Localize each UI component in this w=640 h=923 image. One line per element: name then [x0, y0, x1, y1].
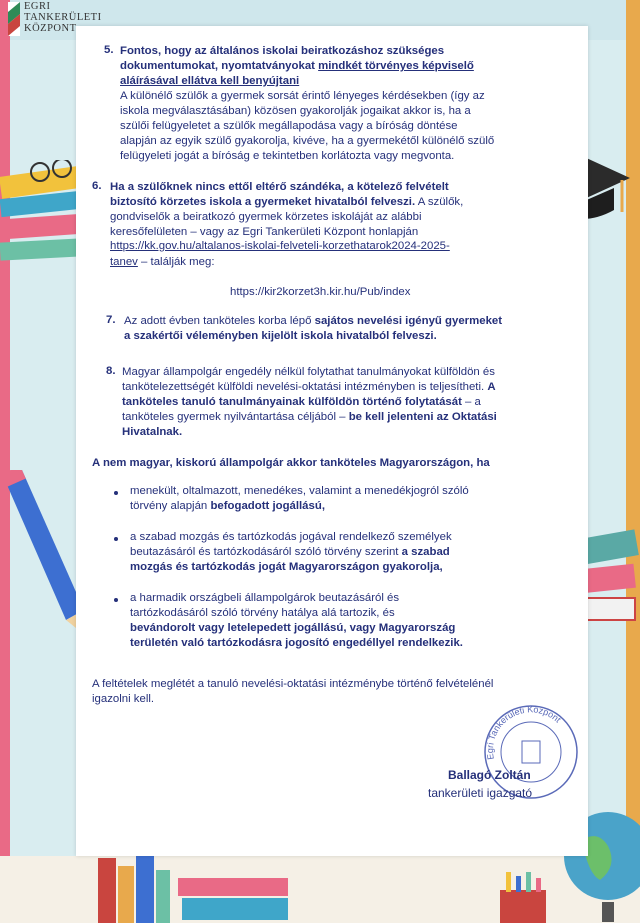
bullet-1-line-1: menekült, oltalmazott, menedékes, valamint a menedékjogról szóló: [130, 485, 469, 497]
bullet-3-line-1: a harmadik országbeli állampolgárok beutazásáról és: [130, 592, 400, 604]
item-5-number: 5.: [104, 44, 114, 56]
item-8-text-3: – a: [465, 396, 481, 408]
item-7-line-2: a szakértői véleményben kijelölt iskola hivatalból felveszi.: [124, 330, 437, 342]
item-6-text-5: – találják meg:: [141, 256, 215, 268]
item-5-heading-1: Fontos, hogy az általános iskolai beiratkozáshoz szükséges: [120, 45, 445, 57]
item-8-bold-2: tanköteles tanuló tanulmányainak külföldön történő folytatását: [122, 396, 462, 408]
item-8-text-4: tanköteles gyermek nyilvántartása céljából –: [122, 411, 346, 423]
item-8-line-3: [122, 395, 481, 410]
item-8-bold-1: A: [487, 381, 496, 393]
item-7-bold-1: sajátos nevelési igényű gyermeket: [314, 315, 503, 327]
item-6-number: 6.: [92, 180, 102, 192]
item-7-number: 7.: [106, 314, 116, 326]
bullet-2-text-2: beutazásáról és tartózkodásáról szóló törvény szerint: [130, 546, 399, 558]
foreign-heading: A nem magyar, kiskorú állampolgár akkor tanköteles Magyarországon, ha: [92, 457, 490, 469]
item-6-line-2: [110, 195, 463, 210]
stamp-text: Egri Tankerületi Központ: [484, 704, 563, 761]
bullet-3-line-4: területén való tartózkodásra jogosító engedéllyel rendelkezik.: [130, 637, 463, 649]
closing-line-1: A feltételek meglétét a tanuló nevelési-oktatási intézménybe történő felvételénél: [92, 678, 494, 690]
bullet-2-line-2: [130, 545, 450, 560]
item-8-number: 8.: [106, 365, 116, 377]
item-5-body-5: felügyeleti jogát a bíróság e tekintetben korlátozta vagy megvonta.: [120, 150, 455, 162]
item-5-body-4: alapján az egyik szülő gyakorolja, kivéve, ha a gyermekétől különélő szülő: [120, 135, 495, 147]
item-5-body-2: iskola megválasztásában) közösen gyakorolják jogaikat akkor is, ha a: [120, 105, 471, 117]
logo-line-3: KÖZPONT: [24, 23, 77, 34]
item-6-heading-2: biztosító körzetes iskola a gyermeket hivatalból felveszi.: [110, 196, 416, 208]
item-8-line-5: Hivatalnak.: [122, 426, 183, 438]
item-6-text-2: A szülők,: [417, 196, 464, 208]
bullet-1-bold-2: befogadott jogállású,: [210, 500, 325, 512]
signatory-name: Ballagó Zoltán: [448, 768, 531, 782]
item-7-line-1: [124, 314, 502, 329]
item-5-body-1: A különélő szülők a gyermek sorsát érintő lényeges kérdésekben (így az: [120, 90, 485, 102]
district-search-link[interactable]: https://kir2korzet3h.kir.hu/Pub/index: [230, 286, 411, 298]
item-8-line-2: [122, 380, 496, 395]
signatory-title: tankerületi igazgató: [428, 786, 533, 800]
item-8-text-2: tankötelezettségét külföldi nevelési-oktatási intézményben is teljesítheti.: [122, 381, 485, 393]
svg-text:Egri Tankerületi Központ: [485, 704, 563, 760]
item-5-heading-3: aláírásával ellátva kell benyújtani: [120, 75, 300, 87]
item-6-line-4: keresőfelületen – vagy az Egri Tankerületi Központ honlapján: [110, 226, 419, 238]
item-6-line-6: [110, 255, 215, 270]
bullet-1-text-2: törvény alapján: [130, 500, 208, 512]
item-8-line-4: [122, 410, 497, 425]
bullet-2: [114, 537, 118, 541]
logo-line-1: EGRI: [24, 1, 51, 12]
district-boundaries-link-2[interactable]: tanev: [110, 256, 138, 268]
item-5-heading-2: [120, 59, 474, 74]
item-5-body-3: szülői felügyeletet a szülők megállapodása vagy a bíróság döntése: [120, 120, 458, 132]
bullet-3-line-2: tartózkodásáról szóló törvény hatálya alá tartozik, és: [130, 607, 395, 619]
bullet-2-line-1: a szabad mozgás és tartózkodás jogával rendelkező személyek: [130, 531, 452, 543]
bullet-2-bold-2: a szabad: [401, 546, 450, 558]
item-6-heading-1: Ha a szülőknek nincs ettől eltérő szándéka, a kötelező felvételt: [110, 181, 449, 193]
district-boundaries-link[interactable]: https://kk.gov.hu/altalanos-iskolai-felveteli-korzethatarok2024-2025-: [110, 240, 450, 252]
bullet-3: [114, 598, 118, 602]
item-7-text-1: Az adott évben tanköteles korba lépő: [124, 315, 312, 327]
bullet-3-line-3: bevándorolt vagy letelepedett jogállású, vagy Magyarország: [130, 622, 456, 634]
bullet-2-line-3: mozgás és tartózkodás jogát Magyarországon gyakorolja,: [130, 561, 443, 573]
bullet-1-line-2: [130, 499, 325, 514]
logo-line-2: TANKERÜLETI: [24, 12, 102, 23]
bullet-1: [114, 491, 118, 495]
item-8-line-1: Magyar állampolgár engedély nélkül folytathat tanulmányokat külföldön és: [122, 366, 495, 378]
item-5-heading-2-text: dokumentumokat, nyomtatványokat: [120, 60, 315, 72]
item-6-line-3: gondviselők a beiratkozó gyermek körzetes iskoláját az alábbi: [110, 211, 422, 223]
closing-line-2: igazolni kell.: [92, 693, 155, 705]
item-5-heading-2-underlined: mindkét törvényes képviselő: [318, 60, 474, 72]
item-8-bold-3: be kell jelenteni az Oktatási: [348, 411, 497, 423]
